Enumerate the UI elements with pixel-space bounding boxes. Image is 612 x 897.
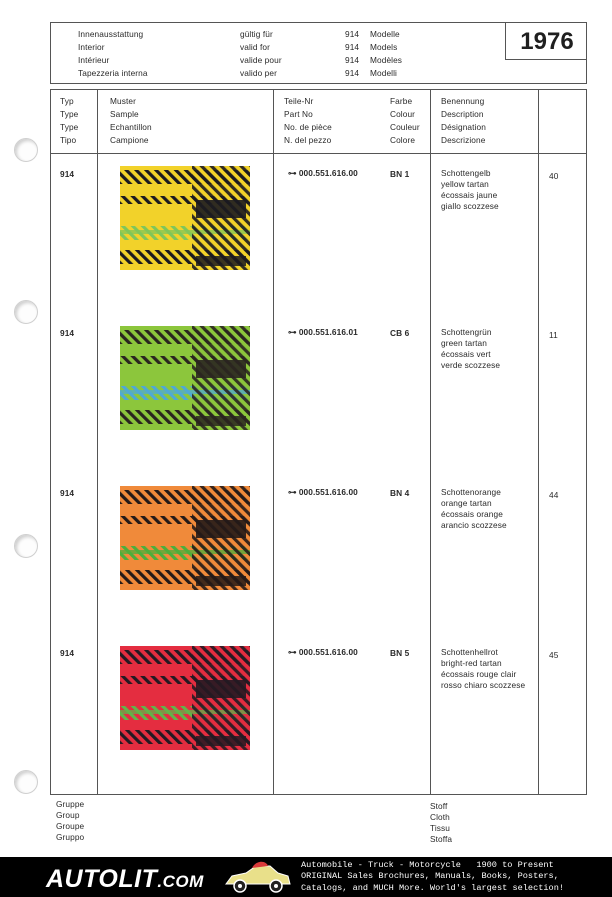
punch-hole-3 <box>14 534 38 558</box>
row-3-part-number: ⊶ 000.551.616.00 <box>288 487 358 497</box>
row-2-part-number: ⊶ 000.551.616.01 <box>288 327 358 337</box>
row-4-ref: 45 <box>549 650 559 660</box>
header-model-words: Modelle Models Modèles Modelli <box>370 29 403 78</box>
tartan-pattern <box>120 326 250 430</box>
header-title: Innenausstattung Interior Intérieur Tapezzeria interna <box>78 29 148 78</box>
row-2-fabric-swatch <box>120 326 250 430</box>
footer-group-label: Gruppe Group Groupe Gruppo <box>56 799 85 842</box>
col-header-colour: Farbe Colour Couleur Colore <box>390 96 420 145</box>
row-4-colour-code: BN 5 <box>390 648 410 658</box>
car-icon <box>222 860 294 894</box>
col-header-part: Teile-Nr Part No No. de pièce N. del pezzo <box>284 96 332 145</box>
autolit-logo[interactable]: AUTOLIT.COM <box>46 865 204 893</box>
row-3-type: 914 <box>60 488 75 498</box>
row-1-ref: 40 <box>549 171 559 181</box>
tartan-pattern <box>120 486 250 590</box>
row-1-colour-code: BN 1 <box>390 169 410 179</box>
row-1-fabric-swatch <box>120 166 250 270</box>
row-4-part-number: ⊶ 000.551.616.00 <box>288 647 358 657</box>
autolit-banner[interactable] <box>0 857 612 897</box>
key-icon: ⊶ <box>288 168 299 178</box>
row-1-part-number: ⊶ 000.551.616.00 <box>288 168 358 178</box>
col-header-name: Benennung Description Désignation Descrizione <box>441 96 486 145</box>
col-header-sample: Muster Sample Echantillon Campione <box>110 96 152 145</box>
punch-hole-1 <box>14 138 38 162</box>
row-2-ref: 11 <box>549 330 558 340</box>
year-label: 1976 <box>520 28 574 55</box>
punch-hole-2 <box>14 300 38 324</box>
row-3-description: Schottenorange orange tartan écossais orange arancio scozzese <box>441 487 507 530</box>
banner-ad-text: Automobile - Truck - Motorcycle 1900 to Present ORIGINAL Sales Brochures, Manuals, Books, Posters, Catalogs, and MUCH More. World's largest selection! <box>301 860 565 893</box>
header-valid-for: gültig für valid for valide pour valido per <box>240 29 282 78</box>
row-4-description: Schottenhellrot bright-red tartan écossais rouge clair rosso chiaro scozzese <box>441 647 526 690</box>
row-1-description: Schottengelb yellow tartan écossais jaune giallo scozzese <box>441 168 499 211</box>
header-model-numbers: 914 914 914 914 <box>345 29 360 78</box>
punch-hole-4 <box>14 770 38 794</box>
row-2-type: 914 <box>60 328 75 338</box>
row-2-description: Schottengrün green tartan écossais vert verde scozzese <box>441 327 501 370</box>
row-4-fabric-swatch <box>120 646 250 750</box>
key-icon: ⊶ <box>288 327 299 337</box>
row-4-type: 914 <box>60 648 75 658</box>
row-3-ref: 44 <box>549 490 559 500</box>
row-2-colour-code: CB 6 <box>390 328 410 338</box>
col-header-type: Typ Type Type Tipo <box>60 96 79 145</box>
row-1-type: 914 <box>60 169 75 179</box>
row-3-fabric-swatch <box>120 486 250 590</box>
key-icon: ⊶ <box>288 647 299 657</box>
tartan-pattern <box>120 166 250 270</box>
tartan-pattern <box>120 646 250 750</box>
key-icon: ⊶ <box>288 487 299 497</box>
row-3-colour-code: BN 4 <box>390 488 410 498</box>
footer-cloth-label: Stoff Cloth Tissu Stoffa <box>430 801 453 844</box>
